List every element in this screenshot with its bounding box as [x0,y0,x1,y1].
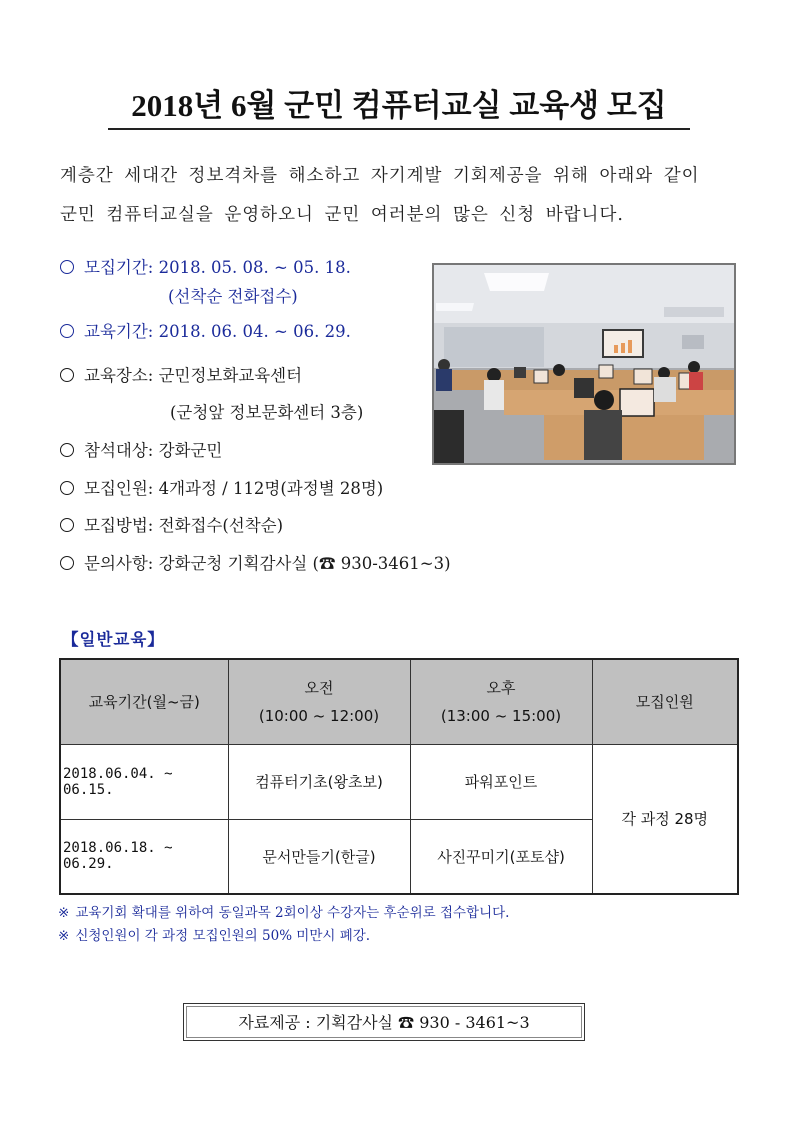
info-label: 모집기간: [84,258,154,277]
circle-bullet-icon [60,324,74,338]
info-label: 모집인원: [84,479,154,498]
phone-icon: ☎ [398,1013,415,1032]
source-credit-box [183,1003,585,1041]
header-morning: 오전 (10:00 ~ 12:00) [228,659,410,744]
header-capacity: 모집인원 [592,659,738,744]
intro-line-2: 군민 컴퓨터교실을 운영하오니 군민 여러분의 많은 신청 바랍니다. [60,205,624,225]
info-item-method [60,511,283,541]
info-value: 강화군청 기획감사실 (☎ 930-3461~3) [158,554,451,573]
cell-period: 2018.06.18. ~ 06.29. [60,819,228,894]
cell-morning-course: 문서만들기(한글) [228,819,410,894]
intro-paragraph [60,157,750,235]
info-item-recruit-period [60,253,351,283]
page-title: 2018년 6월 군민 컴퓨터교실 교육생 모집 [108,86,690,130]
source-credit-label: 자료제공 : 기획감사실 [238,1013,394,1032]
intro-line-1: 계층간 세대간 정보격차를 해소하고 자기계발 기회제공을 위해 아래와 같이 [60,166,700,186]
info-item-capacity [60,474,383,504]
circle-bullet-icon [60,260,74,274]
circle-bullet-icon [60,481,74,495]
info-label: 문의사항: [84,554,154,573]
info-item-education-period [60,317,351,347]
note-item: ※ 교육기회 확대를 위하여 동일과목 2회이상 수강자는 후순위로 접수합니다. [58,905,510,921]
note-item: ※ 신청인원이 각 과정 모집인원의 50% 미만시 폐강. [58,928,371,944]
header-afternoon: 오후 (13:00 ~ 15:00) [410,659,592,744]
info-label: 모집방법: [84,516,154,535]
info-value: 군민정보화교육센터 [158,366,303,385]
info-item-inquiry [60,549,451,579]
source-credit-phone: 930 - 3461~3 [419,1013,530,1032]
header-period: 교육기간(월~금) [60,659,228,744]
info-item-location [60,361,302,391]
info-label: 교육장소: [84,366,154,385]
cell-afternoon-course: 파워포인트 [410,744,592,819]
reference-mark-icon: ※ [58,905,70,921]
info-sub-location-detail: (군청앞 정보문화센터 3층) [170,403,364,422]
circle-bullet-icon [60,443,74,457]
info-label: 교육기간: [84,322,154,341]
cell-afternoon-course: 사진꾸미기(포토샵) [410,819,592,894]
circle-bullet-icon [60,556,74,570]
info-sub-recruit-method: (선착순 전화접수) [168,287,298,306]
info-item-target [60,436,222,466]
circle-bullet-icon [60,368,74,382]
reference-mark-icon: ※ [58,928,70,944]
table-row [60,744,738,819]
cell-morning-course: 컴퓨터기초(왕초보) [228,744,410,819]
info-label: 참석대상: [84,441,154,460]
schedule-table [59,658,739,895]
cell-capacity: 각 과정 28명 [592,744,738,894]
section-label-general-education: 【일반교육】 [62,630,165,649]
info-value: 2018. 06. 04. ~ 06. 29. [158,322,351,341]
info-value: 2018. 05. 08. ~ 05. 18. [158,258,351,277]
info-value: 강화군민 [158,441,223,460]
cell-period: 2018.06.04. ~ 06.15. [60,744,228,819]
classroom-photo [432,263,736,465]
table-header-row [60,659,738,744]
circle-bullet-icon [60,518,74,532]
info-value: 4개과정 / 112명(과정별 28명) [158,479,384,498]
info-value: 전화접수(선착순) [158,516,284,535]
notes [58,902,509,948]
